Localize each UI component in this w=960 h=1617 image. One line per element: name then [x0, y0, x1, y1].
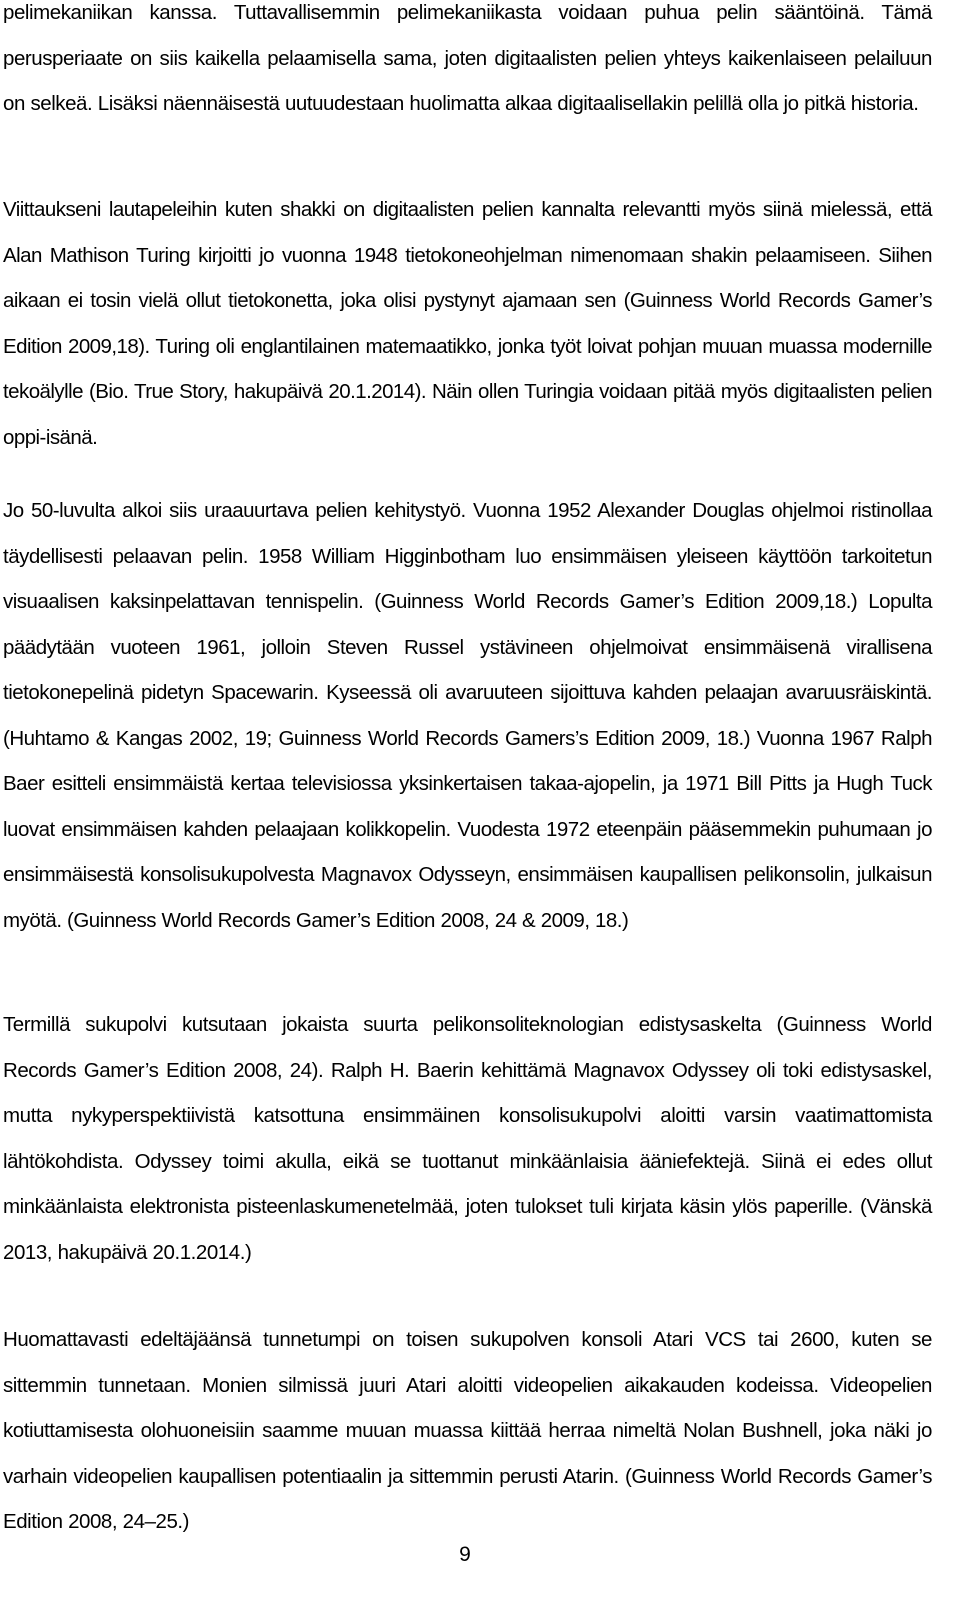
paragraph-console-generations: Termillä sukupolvi kutsutaan jokaista suurta pelikonsoliteknologian edistysaskelta (Guinness World Records Gamer’s Edition 2008, 24). Ralph H. Baerin kehittämä Magnavox Odyssey oli toki edistysaskel, mutta nykyperspektiivistä katsottuna ensimmäinen konsolisukupolvi aloitti varsin vaatimattomista lähtökohdista. Odyssey toimi akulla, eikä se tuottanut minkäänlaisia ääniefektejä. Siinä ei edes ollut minkäänlaista elektronista pisteenlaskumenetelmää, joten tulokset tuli kirjata käsin ylös paperille. (Vänskä 2013, hakupäivä 20.1.2014.): [3, 1013, 932, 1264]
paragraph-atari: Huomattavasti edeltäjäänsä tunnetumpi on toisen sukupolven konsoli Atari VCS tai 2600, kuten se sittemmin tunnetaan. Monien silmissä juuri Atari aloitti videopelien aikakauden kodeissa. Videopelien kotiuttamisesta olohuoneisiin saamme muuan muassa kiittää herraa nimeltä Nolan Bushnell, joka näki jo varhain videopelien kaupallisen potentiaalin ja sittemmin perusti Atarin. (Guinness World Records Gamer’s Edition 2008, 24–25.): [3, 1328, 932, 1533]
paragraph-early-game-history: Jo 50-luvulta alkoi siis uraauurtava pelien kehitystyö. Vuonna 1952 Alexander Douglas ohjelmoi ristinollaa täydellisesti pelaavan pelin. 1958 William Higginbotham luo ensimmäisen yleiseen käyttöön tarkoitetun visuaalisen kaksinpelattavan tennispelin. (Guinness World Records Gamer’s Edition 2009,18.) Lopulta päädytään vuoteen 1961, jolloin Steven Russel ystävineen ohjelmoivat ensimmäisenä virallisena tietokonepelinä pidetyn Spacewarin. Kyseessä oli avaruuteen sijoittuva kahden pelaajan avaruusräiskintä. (Huhtamo & Kangas 2002, 19; Guinness World Records Gamers’s Edition 2009, 18.) Vuonna 1967 Ralph Baer esitteli ensimmäistä kertaa televisiossa yksinkertaisen takaa-ajopelin, ja 1971 Bill Pitts ja Hugh Tuck luovat ensimmäisen kahden pelaajaan kolikkopelin. Vuodesta 1972 eteenpäin pääsemmekin puhumaan jo ensimmäisestä konsolisukupolvesta Magnavox Odysseyn, ensimmäisen kaupallisen pelikonsolin, julkaisun myötä. (Guinness World Records Gamer’s Edition 2008, 24 & 2009, 18.): [3, 499, 932, 932]
page-number: 9: [459, 1543, 471, 1566]
paragraph-game-mechanics: pelimekaniikan kanssa. Tuttavallisemmin pelimekaniikasta voidaan puhua pelin sääntöinä. Tämä perusperiaate on siis kaikella pelaamisella sama, joten digitaalisten pelien yhteys kaikenlaiseen pelailuun on selkeä. Lisäksi näennäisestä uutuudestaan huolimatta alkaa digitaalisellakin pelillä olla jo pitkä historia.: [3, 1, 932, 115]
paragraph-turing-chess: Viittaukseni lautapeleihin kuten shakki on digitaalisten pelien kannalta relevantti myös siinä mielessä, että Alan Mathison Turing kirjoitti jo vuonna 1948 tietokoneohjelman nimenomaan shakin pelaamiseen. Siihen aikaan ei tosin vielä ollut tietokonetta, joka olisi pystynyt ajamaan sen (Guinness World Records Gamer’s Edition 2009,18). Turing oli englantilainen matemaatikko, jonka työt loivat pohjan muuan muassa modernille tekoälylle (Bio. True Story, hakupäivä 20.1.2014). Näin ollen Turingia voidaan pitää myös digitaalisten pelien oppi-isänä.: [3, 198, 932, 449]
